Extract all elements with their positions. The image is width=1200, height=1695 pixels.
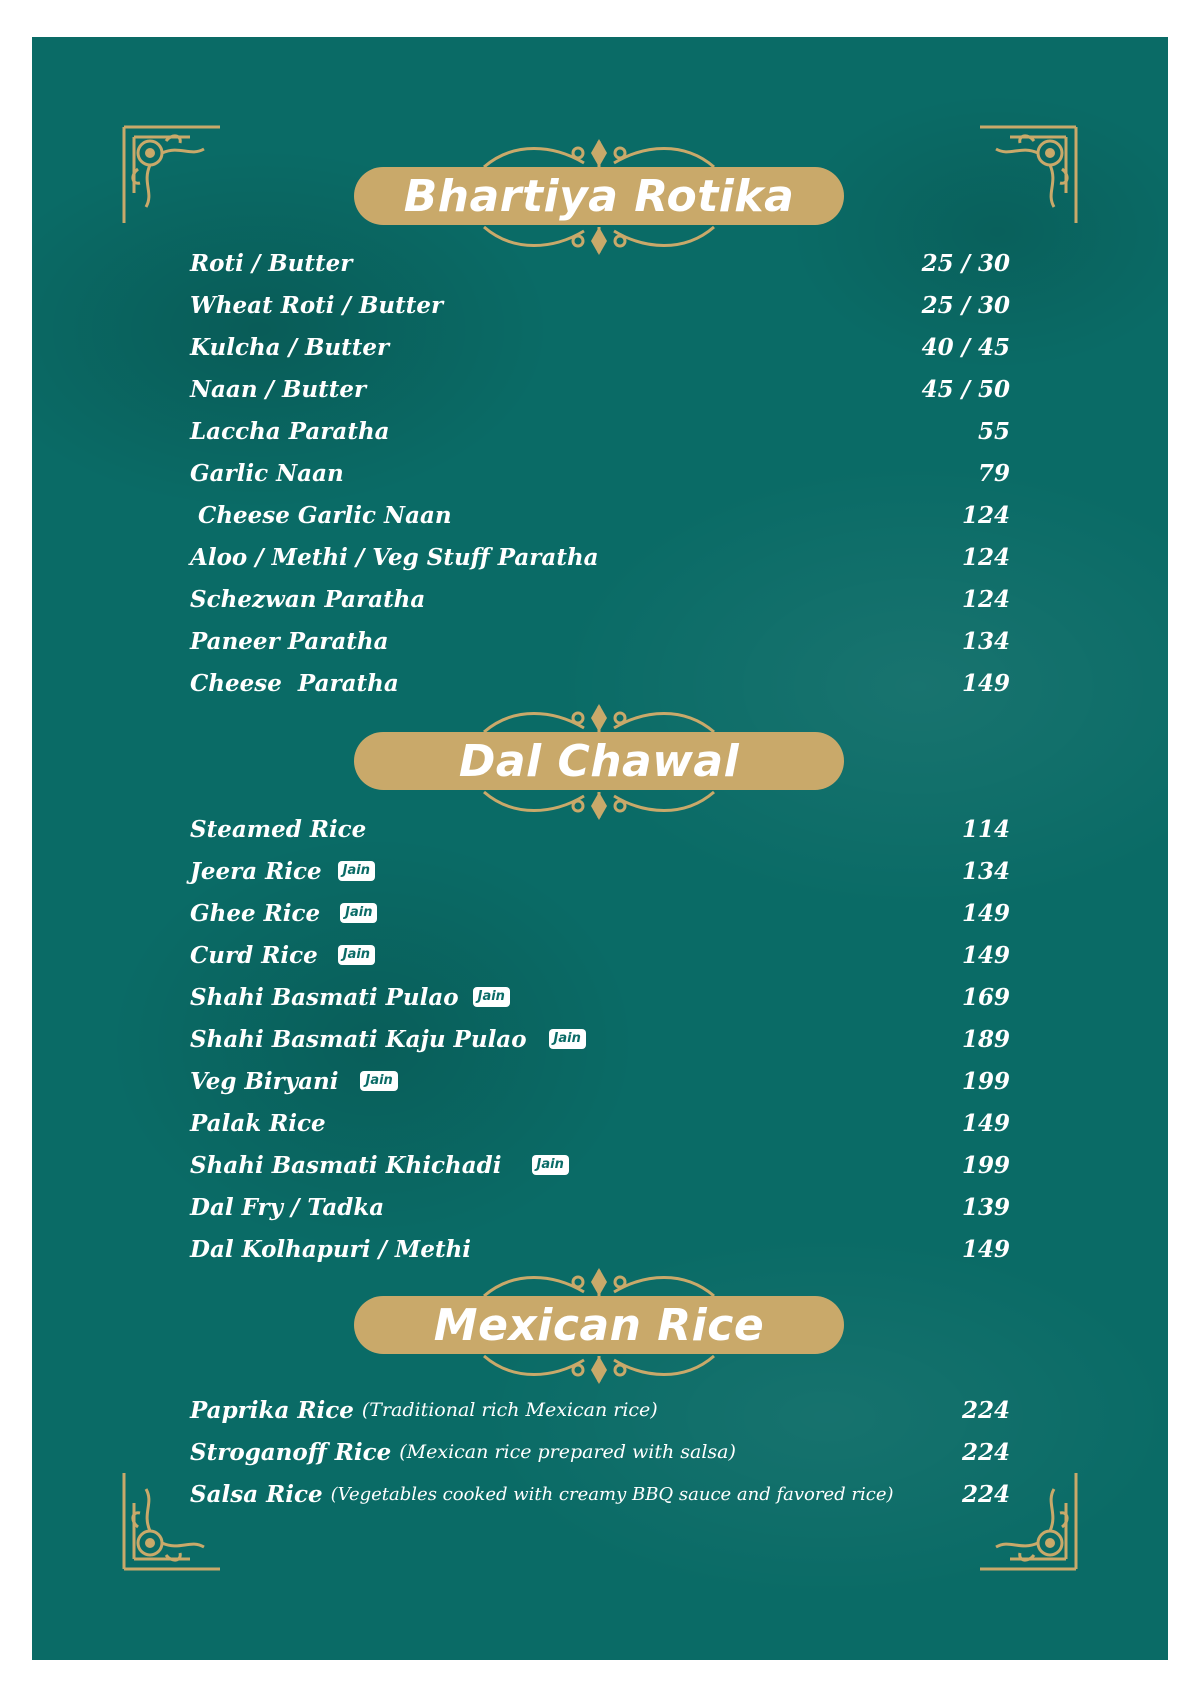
menu-item (190, 1018, 1010, 1060)
item-price: 124 (961, 543, 1010, 571)
menu-item (190, 494, 1010, 536)
item-description: (Mexican rice prepared with salsa) (399, 1441, 736, 1463)
menu-item (190, 892, 1010, 934)
section-header-dal-chawal (354, 702, 844, 822)
item-name: Curd Rice (190, 941, 318, 969)
item-price: 40 / 45 (921, 333, 1010, 361)
item-name: Naan / Butter (190, 375, 367, 403)
item-price: 114 (961, 815, 1010, 843)
menu-item (190, 976, 1010, 1018)
item-price: 149 (961, 899, 1010, 927)
menu-item (190, 850, 1010, 892)
item-list-bhartiya-rotika (190, 242, 1010, 704)
flourish-top-icon (474, 1266, 724, 1300)
section-title: Mexican Rice (354, 1296, 844, 1354)
item-name: Kulcha / Butter (190, 333, 390, 361)
menu-item (190, 326, 1010, 368)
item-name: Paneer Paratha (190, 627, 389, 655)
item-name: Stroganoff Rice (190, 1438, 392, 1466)
menu-item (190, 1473, 1010, 1515)
item-price: 79 (977, 459, 1010, 487)
menu-item (190, 368, 1010, 410)
item-name: Wheat Roti / Butter (190, 291, 444, 319)
item-name: Veg Biryani (190, 1067, 339, 1095)
menu-item (190, 578, 1010, 620)
item-name: Shahi Basmati Pulao (190, 983, 459, 1011)
item-price: 199 (961, 1151, 1010, 1179)
jain-badge: Jain (338, 945, 375, 965)
item-price: 189 (961, 1025, 1010, 1053)
menu-item (190, 620, 1010, 662)
menu-item (190, 808, 1010, 850)
item-price: 124 (961, 501, 1010, 529)
flourish-top-icon (474, 137, 724, 171)
item-name: Jeera Rice (190, 857, 322, 885)
item-price: 124 (961, 585, 1010, 613)
item-price: 134 (961, 627, 1010, 655)
item-price: 169 (961, 983, 1010, 1011)
jain-badge: Jain (473, 987, 510, 1007)
menu-page (32, 37, 1168, 1660)
menu-item (190, 1102, 1010, 1144)
menu-item (190, 284, 1010, 326)
item-name: Salsa Rice (190, 1480, 323, 1508)
item-description: (Vegetables cooked with creamy BBQ sauce and favored rice) (330, 1483, 894, 1505)
menu-item (190, 1186, 1010, 1228)
menu-item (190, 1060, 1010, 1102)
item-price: 25 / 30 (921, 249, 1010, 277)
corner-ornament-top-left (120, 123, 226, 229)
item-list-dal-chawal (190, 808, 1010, 1270)
item-price: 149 (961, 669, 1010, 697)
jain-badge: Jain (340, 903, 377, 923)
item-price: 199 (961, 1067, 1010, 1095)
item-price: 55 (977, 417, 1010, 445)
item-name: Paprika Rice (190, 1396, 354, 1424)
item-price: 149 (961, 1109, 1010, 1137)
item-name: Roti / Butter (190, 249, 353, 277)
item-name: Aloo / Methi / Veg Stuff Paratha (190, 543, 599, 571)
item-price: 149 (961, 941, 1010, 969)
menu-item (190, 1389, 1010, 1431)
menu-item (190, 410, 1010, 452)
section-title: Bhartiya Rotika (354, 167, 844, 225)
section-header-bhartiya-rotika (354, 137, 844, 257)
item-price: 224 (961, 1438, 1010, 1466)
item-name: Garlic Naan (190, 459, 344, 487)
item-name: Cheese Garlic Naan (190, 501, 452, 529)
corner-ornament-top-right (974, 123, 1080, 229)
item-name: Cheese Paratha (190, 669, 399, 697)
menu-item (190, 242, 1010, 284)
menu-item (190, 1431, 1010, 1473)
jain-badge: Jain (360, 1071, 397, 1091)
jain-badge: Jain (532, 1155, 569, 1175)
item-name: Ghee Rice (190, 899, 321, 927)
menu-item (190, 934, 1010, 976)
item-name: Steamed Rice (190, 815, 367, 843)
menu-item (190, 1144, 1010, 1186)
item-price: 45 / 50 (921, 375, 1010, 403)
ornament-icon (974, 123, 1080, 229)
menu-item (190, 1228, 1010, 1270)
item-name: Shahi Basmati Khichadi (190, 1151, 502, 1179)
item-name: Dal Kolhapuri / Methi (190, 1235, 472, 1263)
flourish-top-icon (474, 702, 724, 736)
item-name: Schezwan Paratha (190, 585, 426, 613)
item-name: Palak Rice (190, 1109, 326, 1137)
section-title: Dal Chawal (354, 732, 844, 790)
ornament-icon (120, 123, 226, 229)
item-name: Dal Fry / Tadka (190, 1193, 385, 1221)
flourish-bottom-icon (474, 1352, 724, 1386)
item-price: 134 (961, 857, 1010, 885)
item-list-mexican-rice (190, 1389, 1010, 1515)
item-price: 224 (961, 1396, 1010, 1424)
jain-badge: Jain (338, 861, 375, 881)
menu-item (190, 452, 1010, 494)
section-header-mexican-rice (354, 1266, 844, 1386)
menu-item (190, 536, 1010, 578)
item-price: 25 / 30 (921, 291, 1010, 319)
jain-badge: Jain (549, 1029, 586, 1049)
item-price: 224 (961, 1480, 1010, 1508)
item-name: Shahi Basmati Kaju Pulao (190, 1025, 527, 1053)
item-description: (Traditional rich Mexican rice) (361, 1399, 658, 1421)
menu-item (190, 662, 1010, 704)
item-price: 139 (961, 1193, 1010, 1221)
item-price: 149 (961, 1235, 1010, 1263)
item-name: Laccha Paratha (190, 417, 390, 445)
